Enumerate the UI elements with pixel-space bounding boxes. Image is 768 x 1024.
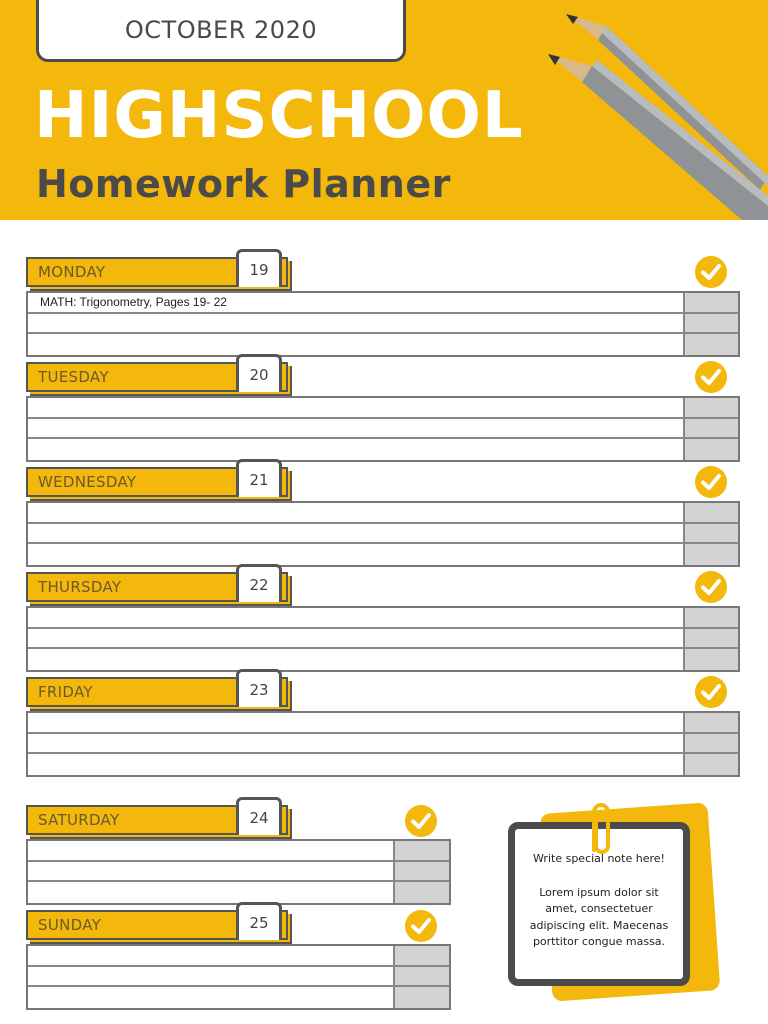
homework-row [28, 754, 738, 775]
date-badge: 25 [236, 902, 282, 940]
check-circle-icon [404, 909, 438, 943]
homework-entry[interactable] [28, 544, 683, 565]
homework-row [28, 314, 738, 335]
done-checkbox[interactable] [683, 734, 738, 753]
homework-row [28, 987, 449, 1008]
homework-entry[interactable] [28, 419, 683, 438]
homework-lines [26, 711, 740, 777]
day-label: SUNDAY [26, 910, 288, 940]
homework-entry[interactable] [28, 398, 683, 417]
date-badge: 24 [236, 797, 282, 835]
homework-row [28, 524, 738, 545]
homework-row [28, 439, 738, 460]
done-checkbox[interactable] [393, 987, 449, 1008]
homework-row [28, 608, 738, 629]
done-checkbox[interactable] [393, 882, 449, 903]
homework-entry[interactable] [28, 946, 393, 965]
done-checkbox[interactable] [683, 544, 738, 565]
homework-lines [26, 606, 740, 672]
date-badge: 22 [236, 564, 282, 602]
check-circle-icon [694, 675, 728, 709]
check-circle-icon [404, 804, 438, 838]
homework-lines [26, 396, 740, 462]
done-checkbox[interactable] [683, 398, 738, 417]
done-checkbox[interactable] [683, 754, 738, 775]
homework-row [28, 503, 738, 524]
done-checkbox[interactable] [393, 946, 449, 965]
day-label: THURSDAY [26, 572, 288, 602]
homework-entry[interactable] [28, 734, 683, 753]
homework-entry[interactable] [28, 649, 683, 670]
date-badge: 19 [236, 249, 282, 287]
homework-row [28, 419, 738, 440]
paperclip-icon [586, 800, 616, 862]
check-circle-icon [694, 570, 728, 604]
homework-entry[interactable] [28, 882, 393, 903]
done-checkbox[interactable] [683, 439, 738, 460]
homework-lines [26, 944, 451, 1010]
done-checkbox[interactable] [683, 503, 738, 522]
done-checkbox[interactable] [683, 629, 738, 648]
done-checkbox[interactable] [683, 713, 738, 732]
homework-entry[interactable] [28, 987, 393, 1008]
homework-entry[interactable] [28, 841, 393, 860]
special-note [500, 800, 730, 1000]
done-checkbox[interactable] [393, 967, 449, 986]
done-checkbox[interactable] [683, 293, 738, 312]
done-checkbox[interactable] [683, 608, 738, 627]
day-label: TUESDAY [26, 362, 288, 392]
done-checkbox[interactable] [393, 841, 449, 860]
homework-row [28, 862, 449, 883]
homework-entry[interactable] [28, 608, 683, 627]
page-subtitle: Homework Planner [36, 162, 451, 206]
pencil-icon [566, 14, 768, 190]
homework-row [28, 882, 449, 903]
day-label: SATURDAY [26, 805, 288, 835]
homework-entry[interactable]: MATH: Trigonometry, Pages 19- 22 [40, 295, 227, 309]
homework-entry[interactable] [28, 439, 683, 460]
done-checkbox[interactable] [683, 524, 738, 543]
homework-row [28, 713, 738, 734]
homework-lines [26, 291, 740, 357]
homework-row [28, 398, 738, 419]
note-heading: Write special note here! [533, 852, 665, 865]
date-badge: 23 [236, 669, 282, 707]
homework-row [28, 293, 738, 314]
homework-row [28, 841, 449, 862]
day-label: WEDNESDAY [26, 467, 288, 497]
homework-row [28, 946, 449, 967]
homework-entry[interactable] [28, 862, 393, 881]
homework-row [28, 629, 738, 650]
homework-entry[interactable] [28, 754, 683, 775]
homework-row [28, 334, 738, 355]
homework-entry[interactable] [28, 524, 683, 543]
homework-entry[interactable] [28, 334, 683, 355]
day-label: FRIDAY [26, 677, 288, 707]
homework-row [28, 544, 738, 565]
done-checkbox[interactable] [683, 649, 738, 670]
page-title: HIGHSCHOOL [34, 79, 524, 153]
date-badge: 20 [236, 354, 282, 392]
done-checkbox[interactable] [683, 314, 738, 333]
homework-entry[interactable] [28, 314, 683, 333]
header-banner [0, 0, 768, 220]
homework-row [28, 734, 738, 755]
note-body: Lorem ipsum dolor sit amet, consectetuer adipiscing elit. Maecenas porttitor congue massa. [529, 885, 669, 948]
homework-entry[interactable] [28, 503, 683, 522]
month-label: OCTOBER 2020 [36, 0, 406, 62]
check-circle-icon [694, 255, 728, 289]
done-checkbox[interactable] [683, 419, 738, 438]
homework-entry[interactable] [28, 967, 393, 986]
done-checkbox[interactable] [683, 334, 738, 355]
homework-entry[interactable] [28, 629, 683, 648]
date-badge: 21 [236, 459, 282, 497]
homework-lines [26, 839, 451, 905]
day-label: MONDAY [26, 257, 288, 287]
check-circle-icon [694, 465, 728, 499]
homework-lines [26, 501, 740, 567]
homework-row [28, 967, 449, 988]
check-circle-icon [694, 360, 728, 394]
homework-entry[interactable] [28, 713, 683, 732]
homework-row [28, 649, 738, 670]
done-checkbox[interactable] [393, 862, 449, 881]
